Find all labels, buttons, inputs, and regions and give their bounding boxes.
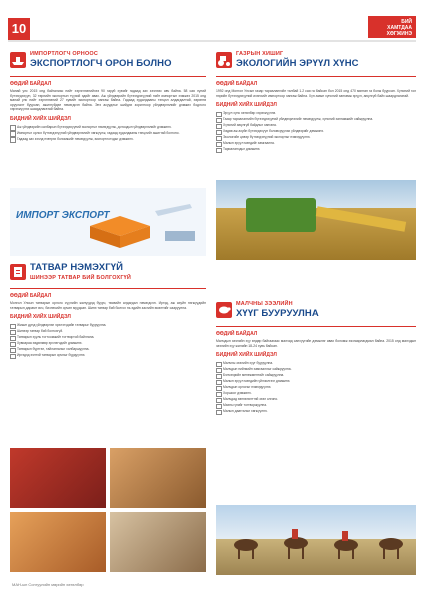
harvest-photo [216, 180, 416, 260]
ecology-bullet: Хөдөө аж ахуйн бүтээгдэхүүн боловсруулах үйлдвэрийг дэмжинэ. [216, 129, 416, 134]
tax-title: ТАТВАР НЭМЭХГҮЙ [30, 262, 124, 273]
livestock-bullet: Махны үнийг тогтворжуулна. [216, 403, 416, 408]
footer-text: МАН-ын Сонгуулийн мөрийн хөтөлбөр [12, 582, 84, 587]
import-bullet: Импортыг орлох бүтээгдэхүүний үйлдвэрлэлийг хөгжүүлж, гадаад худалдааны тэнцлийг ашигтай болгоно. [10, 131, 206, 136]
tax-section [10, 262, 206, 359]
brand-line-3: ХӨГЖИНЭ [386, 31, 412, 37]
ecology-subtitle: ГАЗРЫН ХИШИГ [236, 51, 284, 57]
import-section [10, 50, 206, 143]
factory-photo [10, 448, 106, 508]
import-rule [10, 76, 206, 77]
tax-after-label: БИДНИЙ ХИЙХ ШИЙДЭЛ [10, 314, 71, 321]
livestock-bullet: Малын эрүүл мэндийн үйлчилгээг дэмжинэ. [216, 379, 416, 384]
livestock-title: ХҮҮГ БУУРУУЛНА [236, 308, 319, 319]
bakery-photo [10, 512, 106, 572]
livestock-before-label: ӨӨДИЙ БАЙДАЛ [216, 331, 258, 337]
livestock-bullet: Малчдын орлогыг нэмэгдүүлнэ. [216, 385, 416, 390]
import-after-label: БИДНИЙ ХИЙХ ШИЙДЭЛ [10, 115, 71, 122]
tax-subtitle: ШИНЭЭР ТАТВАР БИЙ БОЛГОХГҮЙ [30, 275, 132, 281]
herders-photo [216, 505, 416, 575]
ecology-rule [216, 76, 416, 77]
cargo-illustration [80, 196, 200, 250]
brand-line-2: ХАМТДАА [387, 25, 412, 31]
tax-bullet: Татварын хууль тогтоомжийг тогтвортой байлгана. [10, 335, 206, 340]
ecology-before-text: 1992 онд Монгол Улсын газар тариалангийн талбай 1.2 сая га байсан бол 2015 онд 470 мянган га болж буурсан. Хүнсний гол нэрийн бүтээгдэхүүний ихэнхийг импортоор хангаж байна. Хүн амын хүнсний хангамж эрүүл, аюулгүй байх шаардлагатай. [216, 89, 416, 98]
ecology-bullet: Хүнсний аюулгүй байдлыг хангана. [216, 123, 416, 128]
ship-icon [10, 52, 26, 68]
tax-bullet: Татварын бүртгэл, тайлагналыг хялбаршуулна. [10, 347, 206, 352]
livestock-subtitle: МАЛЧНЫ ЗЭЭЛИЙН [236, 301, 293, 307]
brand-line-1: БИЙ [401, 19, 412, 25]
livestock-rule [216, 326, 416, 327]
workshop-photo [110, 448, 206, 508]
sheep-icon [216, 302, 232, 318]
livestock-bullet: Малчдын нийгмийн хамгааллыг сайжруулна. [216, 367, 416, 372]
tax-bullet: Жижиг дунд үйлдвэрлэл эрхлэгчдийн татварыг бууруулна. [10, 323, 206, 328]
import-before-label: ӨӨДИЙ БАЙДАЛ [10, 81, 52, 87]
page-number: 10 [8, 18, 30, 40]
import-title: ЭКСПОРТЛОГЧ ОРОН БОЛНО [30, 58, 172, 69]
tax-before-label: ӨӨДИЙ БАЙДАЛ [10, 293, 52, 299]
livestock-section [216, 300, 416, 415]
ecology-bullet: Малын эрүүл мэндийг хамгаална. [216, 141, 416, 146]
livestock-bullet: Хоршоог дэмжинэ. [216, 391, 416, 396]
tax-bullet: Иргэдэд ээлтэй татварын орчныг бүрдүүлнэ. [10, 353, 206, 358]
tax-icon [10, 264, 26, 280]
tax-bullet: Хувиараа хөдөлмөр эрхлэгчдийг дэмжинэ. [10, 341, 206, 346]
ecology-before-label: ӨӨДИЙ БАЙДАЛ [216, 81, 258, 87]
header-divider [8, 40, 416, 42]
import-bullet: Гадаад зах зээлд нэвтрэх боломжийг нэмэгдүүлж, экспортлогчдыг дэмжинэ. [10, 137, 206, 142]
tax-before-text: Монгол Улсын татварын орлого сүүлийн жилүүдэд буурч, төсвийн алдагдал нэмэгдсэн. Иргэд, аж ахуйн нэгжүүдийн татварын дарамт өсч, бизнесийн орчин муудсан. Шинэ татвар бий болгох нь эдийн засгийн өсөлтийг сааруулна. [10, 301, 206, 310]
ecology-title: ЭКОЛОГИЙН ЭРҮҮЛ ХҮНС [236, 58, 359, 69]
livestock-bullet: Малчдад хөнгөлөлттэй зээл олгоно. [216, 397, 416, 402]
ecology-bullet: Газар тариалангийн бүтээгдэхүүний үйлдвэрлэлийг нэмэгдүүлж, хүнсний хангамжийг сайжруулна. [216, 117, 416, 122]
craft-photo [110, 512, 206, 572]
livestock-bullet: Малчны зээлийн хүүг бууруулна. [216, 361, 416, 366]
import-before-text: Манай улс 2015 онд байгалиас нийт хэрэглээнийхээ 90 гаруй хувийг гадаад зах зээлээс авч байна. 58 сая хүний бүтээгдэхүүн, 32 төрлийн экспортын түүхий эдийг авах. Аж үйлдвэрийн бүтээгдэхүүний нийт импортын хэмжээ 2015 онд манай улс нийт хэрэглээний 27 хувийг экспортоор хангаж байна. Гадаад худалдааны тэнцэл алдагдалтай, хөрөнгө оруулалт буурсан, ажилгүйдэл нэмэгдсэн байна. Энэ асуудлыг шийдэх зорилгоор үйлдвэрлэлийг дэмжих бодлого хэрэгжүүлэх шаардлагатай байна. [10, 89, 206, 112]
tractor-icon [216, 52, 232, 68]
import-export-graphic [10, 188, 206, 256]
import-bullet: Аж үйлдвэрийн салбарын бүтээгдэхүүний экспортыг нэмэгдүүлж, дотоодын үйлдвэрлэлийг дэмжинэ. [10, 125, 206, 130]
livestock-bullet: Бэлчээрийн менежментийг сайжруулна. [216, 373, 416, 378]
import-export-label: ИМПОРТ ЭКСПОРТ [16, 210, 110, 221]
ecology-section [216, 50, 416, 153]
livestock-bullet: Малын даатгалыг хөгжүүлнэ. [216, 409, 416, 414]
tax-photo-collage [10, 448, 206, 572]
ecology-bullet: Экологийн цэвэр бүтээгдэхүүний экспортыг нэмэгдүүлнэ. [216, 135, 416, 140]
ecology-bullet: Эрүүл хүнс хөтөлбөр хэрэгжүүлнэ. [216, 111, 416, 116]
ecology-bullet: Тариаланчдыг дэмжинэ. [216, 147, 416, 152]
brand-logo [368, 16, 416, 38]
livestock-after-label: БИДНИЙ ХИЙХ ШИЙДЭЛ [216, 352, 277, 359]
tax-bullet: Шинээр татвар бий болгохгүй. [10, 329, 206, 334]
ecology-after-label: БИДНИЙ ХИЙХ ШИЙДЭЛ [216, 102, 277, 109]
tax-rule [10, 288, 206, 289]
livestock-before-text: Малчдын зээлийн хүү өндөр байгаагаас малчид санхүүгийн дэмжлэг авах боломж хязгаарлагдмал байна. 2015 онд малчдын зээлийн хүү жилийн 18-24 хувь байсан. [216, 339, 416, 348]
import-subtitle: ИМПОРТЛОГЧ ОРНООС [30, 51, 99, 57]
